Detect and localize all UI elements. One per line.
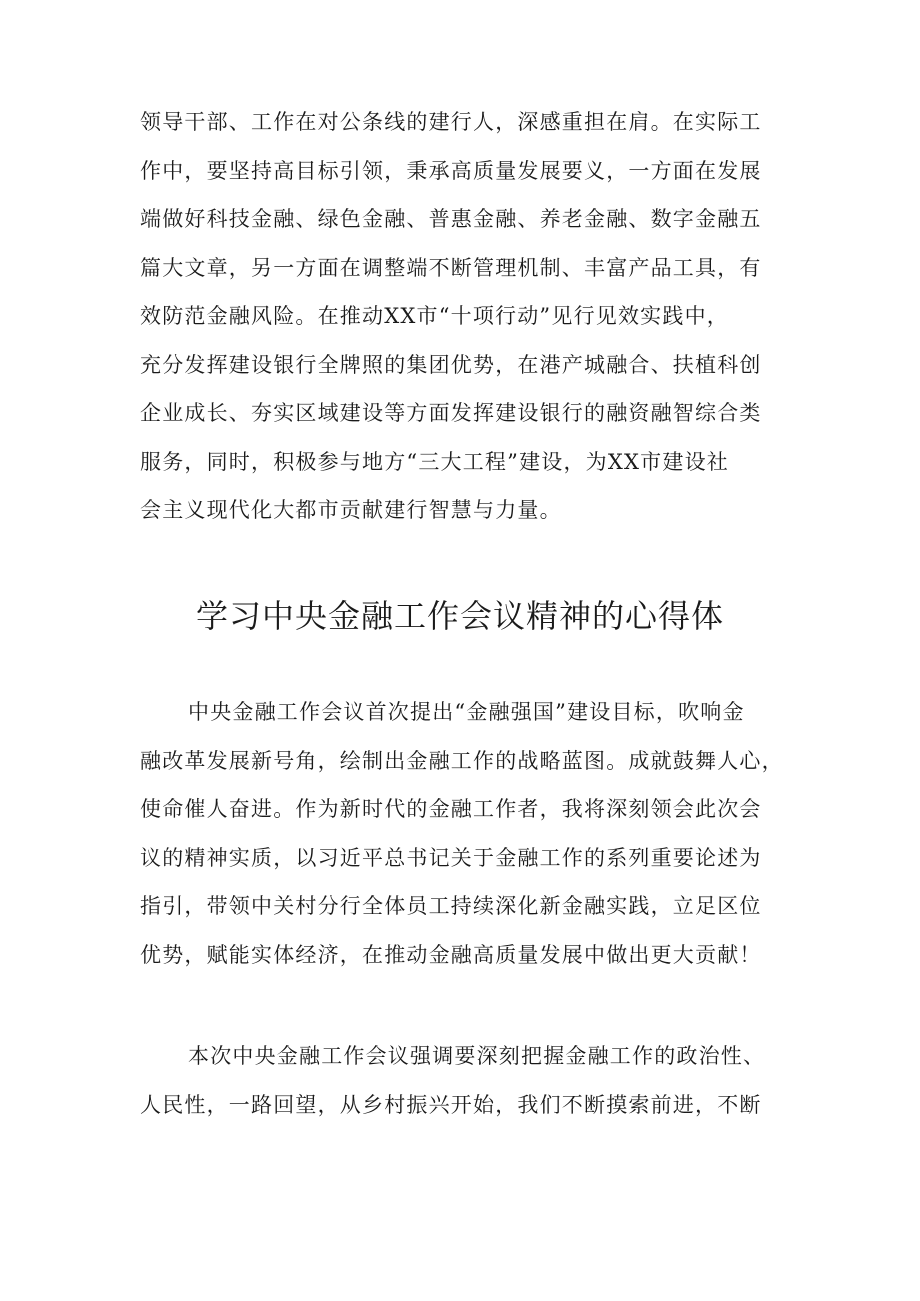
body-paragraph-1 <box>140 688 800 979</box>
paragraph-line: 企业成长、夯实区域建设等方面发挥建设银行的融资融智综合类 <box>140 401 762 425</box>
paragraph-line: 议的精神实质，以习近平总书记关于金融工作的系列重要论述为 <box>140 845 762 870</box>
paragraph-line: 效防范金融风险。在推动XX市“十项行动”见行见效实践中， <box>140 304 729 328</box>
intro-paragraph <box>140 98 800 535</box>
paragraph-line: 人民性，一路回望，从乡村振兴开始，我们不断摸索前进，不断 <box>140 1092 762 1117</box>
paragraph-line: 使命催人奋进。作为新时代的金融工作者，我将深刻领会此次会 <box>140 797 762 821</box>
section-title: 学习中央金融工作会议精神的心得体 <box>195 597 724 635</box>
paragraph-line: 指引，带领中关村分行全体员工持续深化新金融实践，立足区位 <box>140 894 762 918</box>
paragraph-line: 充分发挥建设银行全牌照的集团优势，在港产城融合、扶植科创 <box>140 352 762 377</box>
paragraph-line: 会主义现代化大都市贡献建行智慧与力量。 <box>140 498 562 522</box>
paragraph-line: 领导干部、工作在对公条线的建行人，深感重担在肩。在实际工 <box>140 110 762 134</box>
paragraph-line: 中央金融工作会议首次提出“金融强国”建设目标，吹响金 <box>188 700 745 724</box>
paragraph-line: 作中，要坚持高目标引领，秉承高质量发展要义，一方面在发展 <box>140 158 762 183</box>
paragraph-line: 服务，同时，积极参与地方“三大工程”建设，为XX市建设社 <box>140 449 729 474</box>
paragraph-line: 本次中央金融工作会议强调要深刻把握金融工作的政治性、 <box>188 1044 766 1068</box>
paragraph-line: 端做好科技金融、绿色金融、普惠金融、养老金融、数字金融五 <box>140 207 762 231</box>
paragraph-line: 篇大文章，另一方面在调整端不断管理机制、丰富产品工具，有 <box>140 255 762 280</box>
paragraph-line: 优势，赋能实体经济，在推动金融高质量发展中做出更大贡献！ <box>140 942 762 967</box>
body-paragraph-2 <box>140 1032 800 1129</box>
paragraph-line: 融改革发展新号角，绘制出金融工作的战略蓝图。成就鼓舞人心， <box>140 748 784 773</box>
